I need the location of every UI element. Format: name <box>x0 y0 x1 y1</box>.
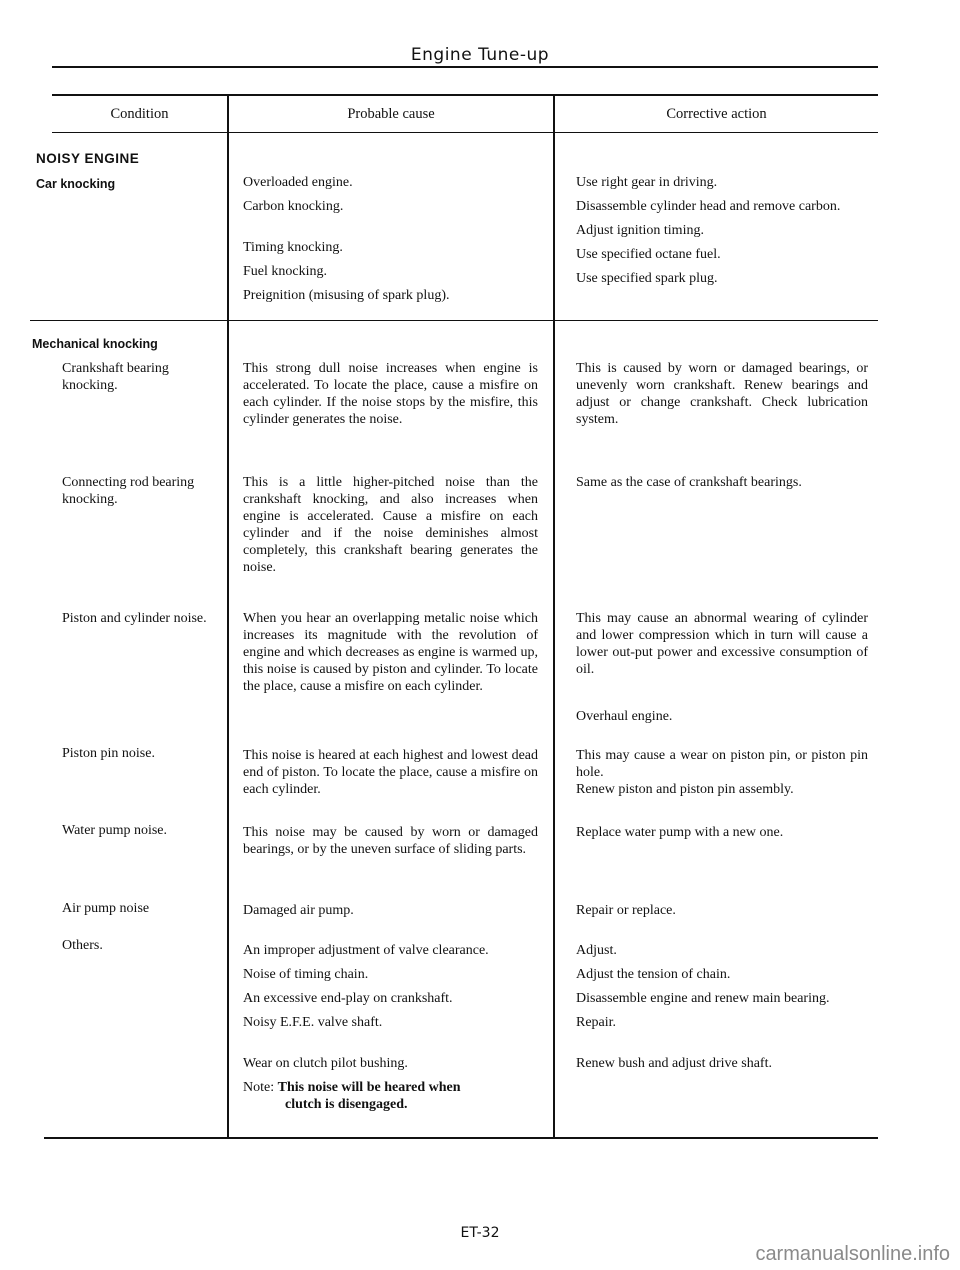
action-item: Renew bush and adjust drive shaft. <box>576 1056 772 1071</box>
condition-water-pump: Water pump noise. <box>62 823 168 838</box>
cause-item: An improper adjustment of valve clearance. <box>243 943 489 958</box>
action-item: Adjust ignition timing. <box>576 223 704 238</box>
cause-piston-cylinder: When you hear an overlapping metalic noise which increases its magnitude with the revolution of engine and which decreases as engine is warmed up, this noise is caused by piston and cylinder. To locate the place, cause a misfire on each cylinder. <box>243 611 538 694</box>
watermark: carmanualsonline.info <box>755 1243 950 1265</box>
note-text: This noise will be heared when <box>277 1080 461 1095</box>
page-number: ET-32 <box>460 1225 500 1241</box>
condition-connecting-rod: Connecting rod bearing knocking. <box>62 475 195 507</box>
cause-item: Noisy E.F.E. valve shaft. <box>243 1015 383 1030</box>
table-top-rule <box>52 94 878 96</box>
action-renew-piston: Renew piston and piston pin assembly. <box>576 782 794 797</box>
action-list-others <box>576 942 868 1072</box>
action-item: Adjust. <box>576 943 617 958</box>
section-heading-noisy-engine: NOISY ENGINE <box>36 151 140 166</box>
cause-list-others <box>243 942 543 1113</box>
cause-item: Carbon knocking. <box>243 199 344 214</box>
action-air-pump: Repair or replace. <box>576 903 676 918</box>
cause-item: Preignition (misusing of spark plug). <box>243 288 450 303</box>
action-list-car-knocking <box>576 174 866 287</box>
note-text-continued: clutch is disengaged. <box>285 1097 408 1112</box>
action-item: Use specified spark plug. <box>576 271 718 286</box>
condition-air-pump: Air pump noise <box>62 901 150 916</box>
action-piston-cylinder: This may cause an abnormal wearing of cylinder and lower compression which in turn will cause a lower out-put power and excessive consumption of oil. <box>576 611 868 677</box>
cause-item: Noise of timing chain. <box>243 967 369 982</box>
page-title: Engine Tune-up <box>410 45 550 65</box>
header-corrective-action: Corrective action <box>666 106 767 122</box>
action-connecting-rod: Same as the case of crankshaft bearings. <box>576 475 802 490</box>
action-piston-pin: This may cause a wear on piston pin, or piston pin hole. <box>576 748 868 780</box>
condition-crankshaft: Crankshaft bearing knocking. <box>62 361 169 393</box>
cause-item: An excessive end-play on crankshaft. <box>243 991 453 1006</box>
header-condition: Condition <box>110 106 169 122</box>
cause-air-pump: Damaged air pump. <box>243 903 354 918</box>
action-item: Disassemble cylinder head and remove carbon. <box>576 199 841 214</box>
action-overhaul-engine: Overhaul engine. <box>576 709 673 724</box>
condition-piston-pin: Piston pin noise. <box>62 746 155 761</box>
cause-connecting-rod: This is a little higher-pitched noise than the crankshaft knocking, and also increases when engine is accelerated. Cause a misfire on each cylinder and if the noise deminishes almost completely, this crankshaft bearing generates the noise. <box>243 475 538 575</box>
note-label: Note: <box>243 1080 275 1095</box>
table-bottom-rule <box>44 1137 878 1139</box>
cause-item: Timing knocking. <box>243 240 343 255</box>
column-divider-1 <box>227 94 229 1139</box>
note-line <box>243 1079 543 1096</box>
action-item: Repair. <box>576 1015 617 1030</box>
action-item: Use specified octane fuel. <box>576 247 721 262</box>
subheading-car-knocking: Car knocking <box>36 177 116 191</box>
cause-crankshaft: This strong dull noise increases when engine is accelerated. To locate the place, cause a misfire on each cylinder. If the noise stops by the misfire, this cylinder generates the noise. <box>243 361 538 427</box>
action-item: Disassemble engine and renew main bearing. <box>576 991 830 1006</box>
cause-item: Fuel knocking. <box>243 264 327 279</box>
action-item: Use right gear in driving. <box>576 175 718 190</box>
action-item: Adjust the tension of chain. <box>576 967 731 982</box>
condition-piston-cylinder: Piston and cylinder noise. <box>62 611 207 626</box>
section-heading-mechanical-knocking: Mechanical knocking <box>32 337 158 351</box>
cause-water-pump: This noise may be caused by worn or damaged bearings, or by the uneven surface of sliding parts. <box>243 825 538 857</box>
header-rule <box>52 132 878 133</box>
title-rule <box>52 66 878 68</box>
condition-others: Others. <box>62 938 103 953</box>
column-divider-2 <box>553 94 555 1139</box>
cause-list-car-knocking <box>243 174 538 304</box>
action-crankshaft: This is caused by worn or damaged bearings, or unevenly worn crankshaft. Renew bearings and adjust or change crankshaft. Check lubrication system. <box>576 361 868 427</box>
section-rule-1 <box>30 320 878 321</box>
cause-item: Wear on clutch pilot bushing. <box>243 1056 408 1071</box>
header-probable-cause: Probable cause <box>347 106 435 122</box>
cause-item: Overloaded engine. <box>243 175 353 190</box>
cause-piston-pin: This noise is heared at each highest and lowest dead end of piston. To locate the place, cause a misfire on each cylinder. <box>243 748 538 797</box>
action-water-pump: Replace water pump with a new one. <box>576 825 784 840</box>
